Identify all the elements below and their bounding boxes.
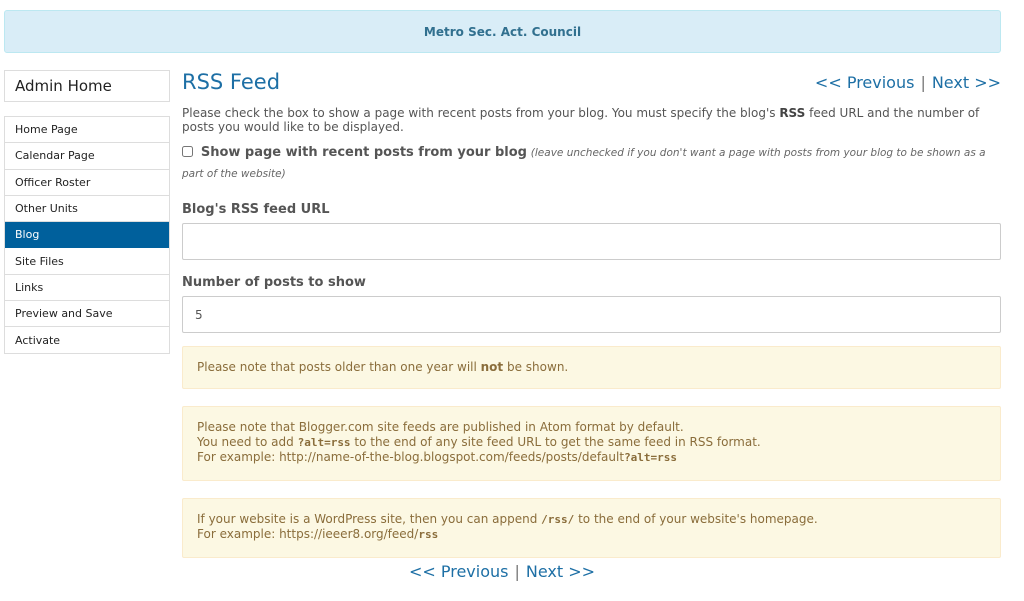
rss-url-label: Blog's RSS feed URL: [182, 202, 330, 217]
site-banner: [4, 10, 1001, 53]
page-title: RSS Feed: [182, 70, 281, 94]
sidebar-item-other-units[interactable]: Other Units: [5, 196, 169, 222]
top-pager: [815, 73, 1001, 92]
bottom-previous-link[interactable]: << Previous: [408, 562, 509, 581]
pager-separator: |: [920, 72, 926, 92]
bottom-pager: [0, 562, 1004, 581]
admin-home-link[interactable]: Admin Home: [4, 70, 170, 102]
sidebar-item-calendar-page[interactable]: Calendar Page: [5, 143, 169, 169]
sidebar-item-activate[interactable]: Activate: [5, 327, 169, 353]
sidebar-item-officer-roster[interactable]: Officer Roster: [5, 170, 169, 196]
bottom-next-link[interactable]: Next >>: [525, 562, 596, 581]
show-blog-checkbox[interactable]: [182, 146, 193, 157]
intro-text: Please check the box to show a page with recent posts from your blog. You must specify the blog's RSS feed URL and the number of posts you would like to be displayed.: [182, 106, 980, 134]
main-content: [182, 66, 1001, 558]
show-blog-hint: (leave unchecked if you don't want a page with posts from your blog to be shown as a part of the website): [182, 147, 986, 180]
num-posts-label: Number of posts to show: [182, 275, 366, 290]
num-posts-input[interactable]: [182, 296, 1001, 333]
next-link[interactable]: Next >>: [931, 72, 1001, 92]
sidebar-item-preview-and-save[interactable]: Preview and Save: [5, 301, 169, 327]
sidebar-item-home-page[interactable]: Home Page: [5, 117, 169, 143]
show-blog-row: [182, 142, 1001, 184]
sidebar-item-blog[interactable]: Blog: [5, 222, 169, 248]
note-older-posts: Please note that posts older than one year will not be shown.: [182, 346, 1001, 389]
sidebar-nav: [4, 116, 170, 354]
bottom-pager-separator: |: [514, 562, 520, 581]
note-wordpress-feeds: If your website is a WordPress site, then you can append /rss/ to the end of your website's homepage. For example: https://ieeer8.org/feed/rss: [182, 498, 1001, 558]
note-blogger-feeds: Please note that Blogger.com site feeds are published in Atom format by default. You need to add ?alt=rss to the end of any site feed URL to get the same feed in RSS format. For example: http://name-of-the-blog.blogspot.com/feeds/posts/default?alt=rss: [182, 406, 1001, 481]
sidebar-item-links[interactable]: Links: [5, 275, 169, 301]
show-blog-label: Show page with recent posts from your blog: [200, 145, 527, 160]
rss-url-input[interactable]: [182, 223, 1001, 260]
sidebar-item-site-files[interactable]: Site Files: [5, 248, 169, 274]
previous-link[interactable]: << Previous: [814, 72, 915, 92]
site-title: Metro Sec. Act. Council: [423, 24, 582, 39]
